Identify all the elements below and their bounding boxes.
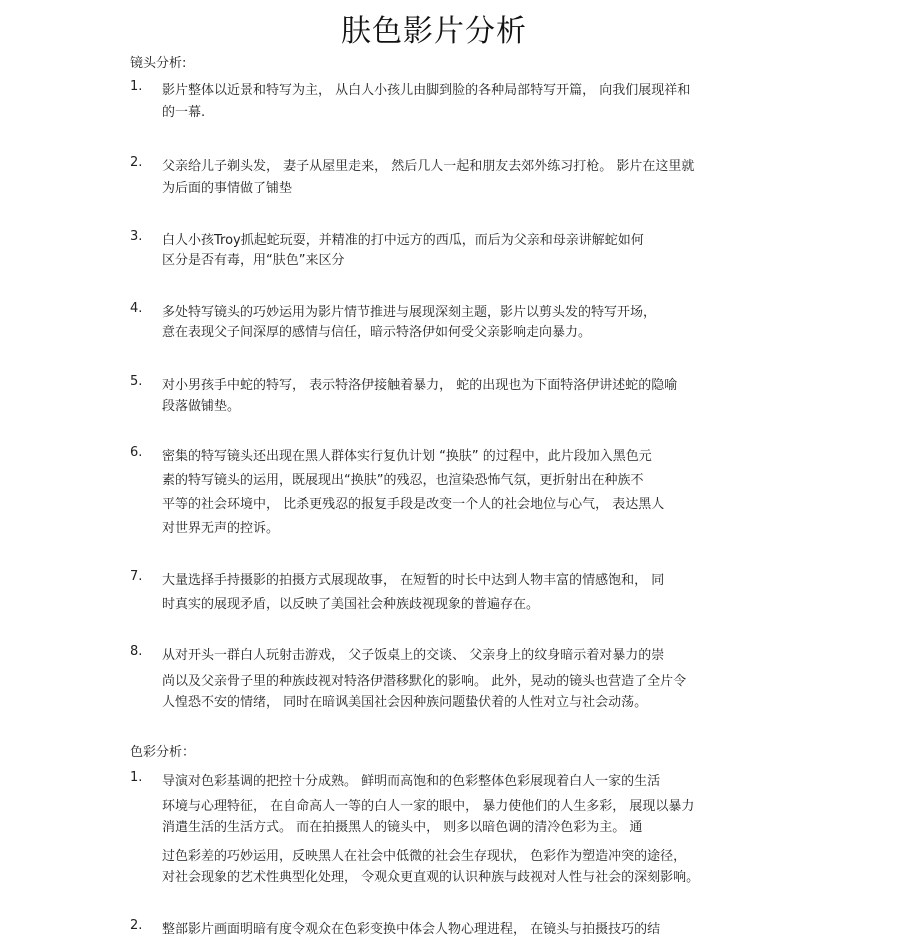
item-line: 整部影片画面明暗有度令观众在色彩变换中体会人物心理进程， 在镜头与拍摄技巧的结 (162, 922, 661, 937)
item-number: 5. (130, 374, 143, 389)
item-line: 父亲给儿子剃头发， 妻子从屋里走来， 然后几人一起和朋友去郊外练习打枪。 影片在这里就 (162, 159, 695, 174)
item-line: 多处特写镜头的巧妙运用为影片情节推进与展现深刻主题，影片以剪头发的特写开场， (162, 305, 657, 320)
item-line: 对小男孩手中蛇的特写， 表示特洛伊接触着暴力， 蛇的出现也为下面特洛伊讲述蛇的隐喻 (162, 378, 678, 393)
item-line: 过色彩差的巧妙运用，反映黑人在社会中低微的社会生存现状， 色彩作为塑造冲突的途径， (162, 849, 687, 864)
item-line: 尚以及父亲骨子里的种族歧视对特洛伊潜移默化的影响。 此外，晃动的镜头也营造了全片令 (162, 674, 687, 689)
item-number: 1. (130, 770, 143, 785)
item-line: 白人小孩Troy抓起蛇玩耍，并精准的打中远方的西瓜，而后为父亲和母亲讲解蛇如何 (162, 233, 644, 248)
item-line: 意在表现父子间深厚的感情与信任，暗示特洛伊如何受父亲影响走向暴力。 (162, 325, 592, 340)
item-line: 的一幕. (162, 105, 206, 120)
item-number: 2. (130, 918, 143, 933)
item-line: 为后面的事情做了铺垫 (162, 181, 293, 196)
item-line: 密集的特写镜头还出现在黑人群体实行复仇计划 “换肤” 的过程中，此片段加入黑色元 (162, 449, 652, 464)
item-line: 影片整体以近景和特写为主， 从白人小孩儿由脚到脸的各种局部特写开篇， 向我们展现祥和 (162, 83, 691, 98)
item-line: 对社会现象的艺术性典型化处理， 令观众更直观的认识种族与歧视对人性与社会的深刻影响。 (162, 870, 700, 885)
item-number: 2. (130, 155, 143, 170)
item-line: 时真实的展现矛盾，以反映了美国社会种族歧视现象的普遍存在。 (162, 597, 540, 612)
item-line: 段落做铺垫。 (162, 399, 241, 414)
item-line: 消遣生活的生活方式。 而在拍摄黑人的镜头中， 则多以暗色调的清冷色彩为主。 通 (162, 820, 643, 835)
item-number: 3. (130, 229, 143, 244)
section-heading-color-analysis: 色彩分析： (130, 745, 196, 760)
item-number: 8. (130, 644, 143, 659)
item-line: 素的特写镜头的运用，既展现出“换肤”的残忍，也渲染恐怖气氛，更折射出在种族不 (162, 473, 644, 488)
item-line: 大量选择手持摄影的拍摄方式展现故事， 在短暂的时长中达到人物丰富的情感饱和， 同 (162, 573, 665, 588)
item-number: 6. (130, 445, 143, 460)
document-title: 肤色影片分析 (341, 14, 527, 49)
item-line: 环境与心理特征， 在自命高人一等的白人一家的眼中， 暴力使他们的人生多彩， 展现以暴力 (162, 799, 695, 814)
item-line: 从对开头一群白人玩射击游戏， 父子饭桌上的交谈、 父亲身上的纹身暗示着对暴力的崇 (162, 648, 665, 663)
item-line: 人惶恐不安的情绪， 同时在暗讽美国社会因种族问题蛰伏着的人性对立与社会动荡。 (162, 695, 648, 710)
item-line: 区分是否有毒，用“肤色”来区分 (162, 253, 345, 268)
item-line: 平等的社会环境中， 比杀更残忍的报复手段是改变一个人的社会地位与心气， 表达黑人 (162, 497, 665, 512)
item-line: 导演对色彩基调的把控十分成熟。 鲜明而高饱和的色彩整体色彩展现着白人一家的生活 (162, 774, 661, 789)
item-line: 对世界无声的控诉。 (162, 521, 280, 536)
section-heading-shot-analysis: 镜头分析: (130, 56, 187, 71)
item-number: 1. (130, 79, 143, 94)
item-number: 7. (130, 569, 143, 584)
item-number: 4. (130, 301, 143, 316)
